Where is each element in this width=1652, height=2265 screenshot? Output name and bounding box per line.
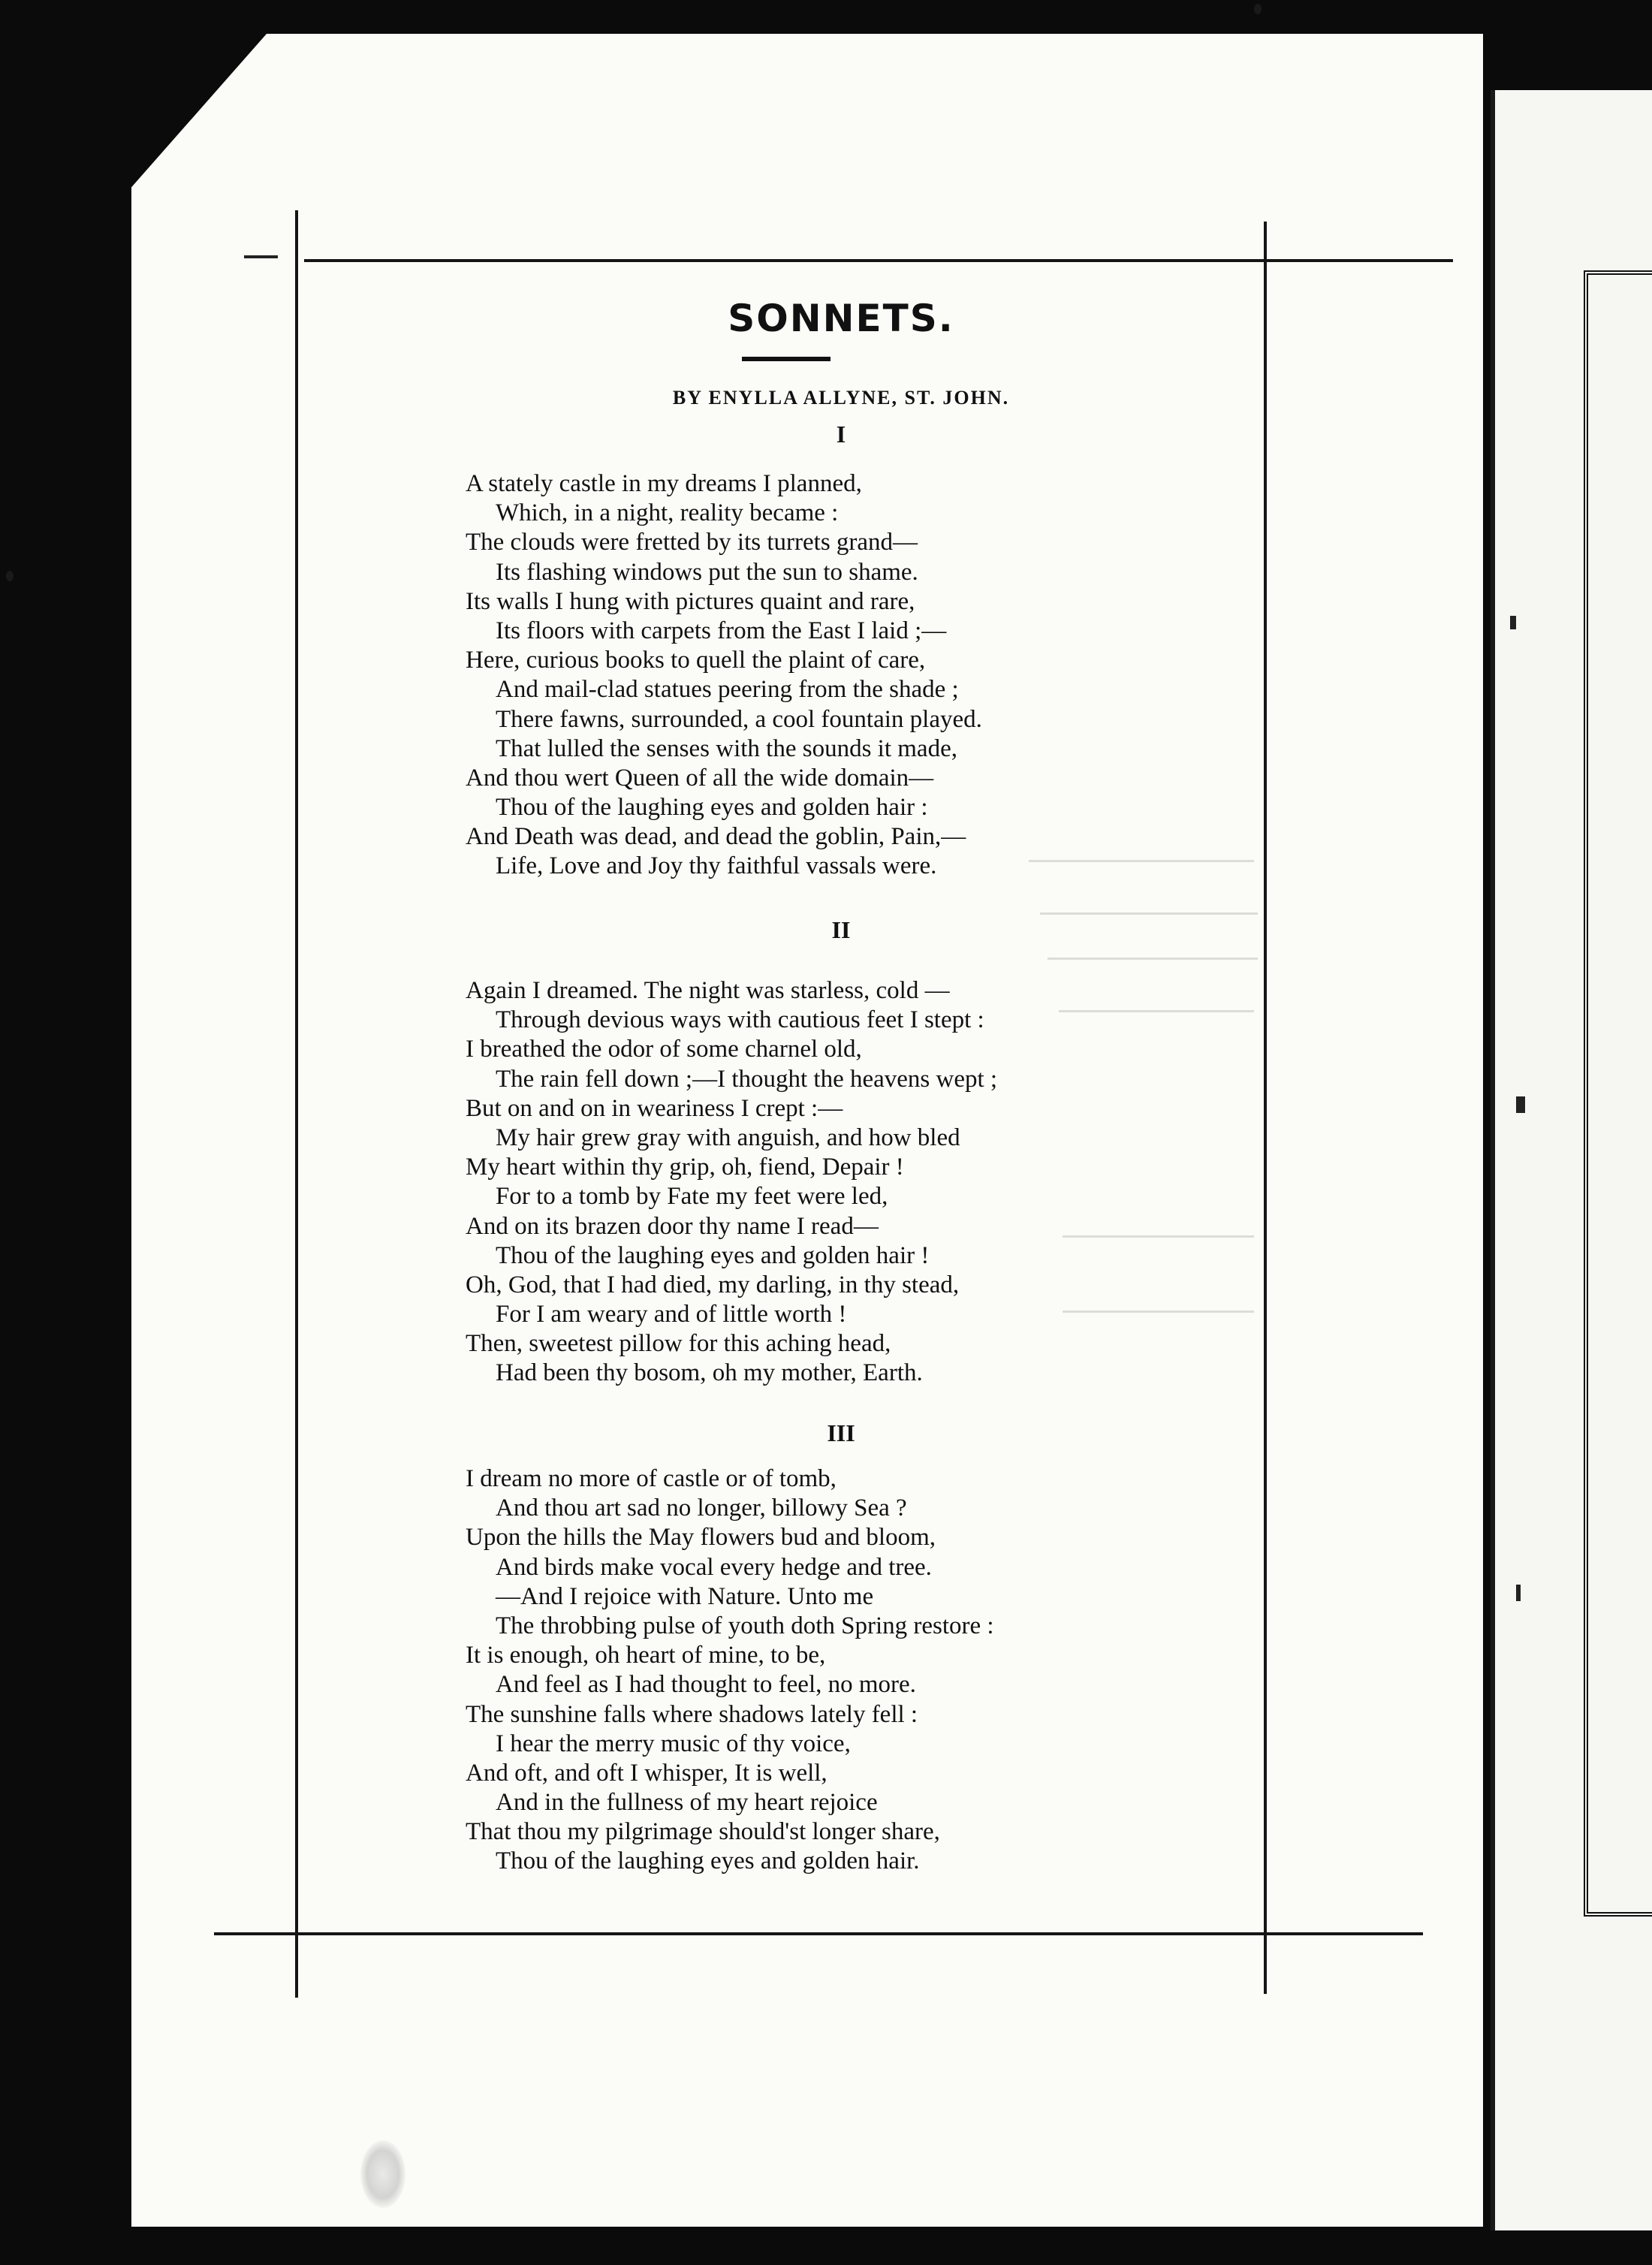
sonnet-numeral-1: I — [836, 421, 846, 448]
adjacent-page-edge — [1491, 90, 1652, 2230]
poem-line: I breathed the odor of some charnel old, — [466, 1036, 862, 1063]
poem-line: —And I rejoice with Nature. Unto me — [496, 1582, 874, 1610]
poem-line: I dream no more of castle or of tomb, — [466, 1465, 837, 1492]
poem-line: Through devious ways with cautious feet I stept : — [496, 1006, 984, 1034]
poem-line: A stately castle in my dreams I planned, — [466, 470, 862, 497]
poem-line: Its walls I hung with pictures quaint and rare, — [466, 587, 915, 615]
poem-line: For I am weary and of little worth ! — [496, 1301, 847, 1329]
poem-line: My hair grew gray with anguish, and how bled — [496, 1123, 960, 1151]
scan-speck — [6, 571, 14, 581]
sonnet-3 — [466, 1464, 1224, 1877]
scan-blur-spot — [360, 2140, 405, 2208]
adjacent-page-border — [1584, 270, 1652, 1917]
poem-line: Here, curious books to quell the plaint of care, — [466, 647, 926, 674]
poem-line: Life, Love and Joy thy faithful vassals were. — [496, 852, 937, 880]
poem-line: The rain fell down ;—I thought the heavens wept ; — [496, 1065, 998, 1093]
scan-speck — [1254, 4, 1262, 14]
adjacent-page-mark — [1516, 1096, 1525, 1113]
poem-line: Upon the hills the May flowers bud and bloom, — [466, 1524, 936, 1552]
bottom-rule — [214, 1932, 1423, 1935]
poem-line: But on and on in weariness I crept :— — [466, 1094, 843, 1122]
poem-line: Thou of the laughing eyes and golden hair ! — [496, 1241, 930, 1269]
poem-line: Oh, God, that I had died, my darling, in thy stead, — [466, 1271, 960, 1298]
poem-line: Its floors with carpets from the East I laid ;— — [496, 617, 947, 644]
sonnet-numeral-3: III — [827, 1419, 855, 1446]
sonnet-numeral-2: II — [831, 916, 851, 943]
poem-line: And on its brazen door thy name I read— — [466, 1212, 879, 1240]
poem-line: The sunshine falls where shadows lately fell : — [466, 1700, 918, 1728]
poem-line: Which, in a night, reality became : — [496, 499, 839, 527]
poem-line: My heart within thy grip, oh, fiend, Depair ! — [466, 1154, 904, 1181]
poem-line: That thou my pilgrimage should'st longer share, — [466, 1818, 940, 1846]
sonnet-1 — [466, 469, 1224, 882]
poem-line: I hear the merry music of thy voice, — [496, 1730, 851, 1757]
poem-line: There fawns, surrounded, a cool fountain played. — [496, 705, 982, 733]
poem-line: And thou art sad no longer, billowy Sea ? — [496, 1494, 907, 1522]
poem-line: And oft, and oft I whisper, It is well, — [466, 1759, 828, 1787]
poem-line: And Death was dead, and dead the goblin, Pain,— — [466, 823, 966, 851]
title-underline — [742, 357, 831, 361]
poem-line: For to a tomb by Fate my feet were led, — [496, 1183, 888, 1211]
poem-line: Had been thy bosom, oh my mother, Earth. — [496, 1359, 923, 1387]
author-byline: BY ENYLLA ALLYNE, ST. JOHN. — [672, 387, 1010, 409]
poem-line: And thou wert Queen of all the wide domain— — [466, 764, 934, 792]
bleed-through — [1040, 912, 1258, 915]
poem-line: The throbbing pulse of youth doth Spring restore : — [496, 1612, 994, 1639]
poem-line: Its flashing windows put the sun to shame. — [496, 558, 918, 586]
left-margin-mark — [244, 255, 278, 258]
poem-line: And feel as I had thought to feel, no more. — [496, 1671, 916, 1699]
poem-line: Again I dreamed. The night was starless, cold — — [466, 977, 950, 1004]
poem-line: And birds make vocal every hedge and tree. — [496, 1553, 932, 1581]
poem-line: And mail-clad statues peering from the shade ; — [496, 676, 959, 704]
adjacent-page-mark — [1510, 616, 1516, 629]
bleed-through — [1048, 958, 1258, 960]
top-rule — [304, 259, 1453, 262]
poem-line: Thou of the laughing eyes and golden hair. — [496, 1847, 920, 1875]
poem-line: It is enough, oh heart of mine, to be, — [466, 1642, 826, 1669]
poem-line: Thou of the laughing eyes and golden hair : — [496, 794, 928, 822]
poem-line: Then, sweetest pillow for this aching head, — [466, 1330, 891, 1358]
poem-line: The clouds were fretted by its turrets grand— — [466, 529, 918, 556]
right-rule — [1264, 222, 1267, 1994]
left-rule — [295, 210, 298, 1998]
adjacent-page-mark — [1516, 1585, 1521, 1601]
sonnet-2 — [466, 976, 1224, 1389]
page-title: SONNETS. — [728, 297, 954, 340]
poem-line: And in the fullness of my heart rejoice — [496, 1789, 878, 1817]
poem-line: That lulled the senses with the sounds it made, — [496, 734, 957, 762]
